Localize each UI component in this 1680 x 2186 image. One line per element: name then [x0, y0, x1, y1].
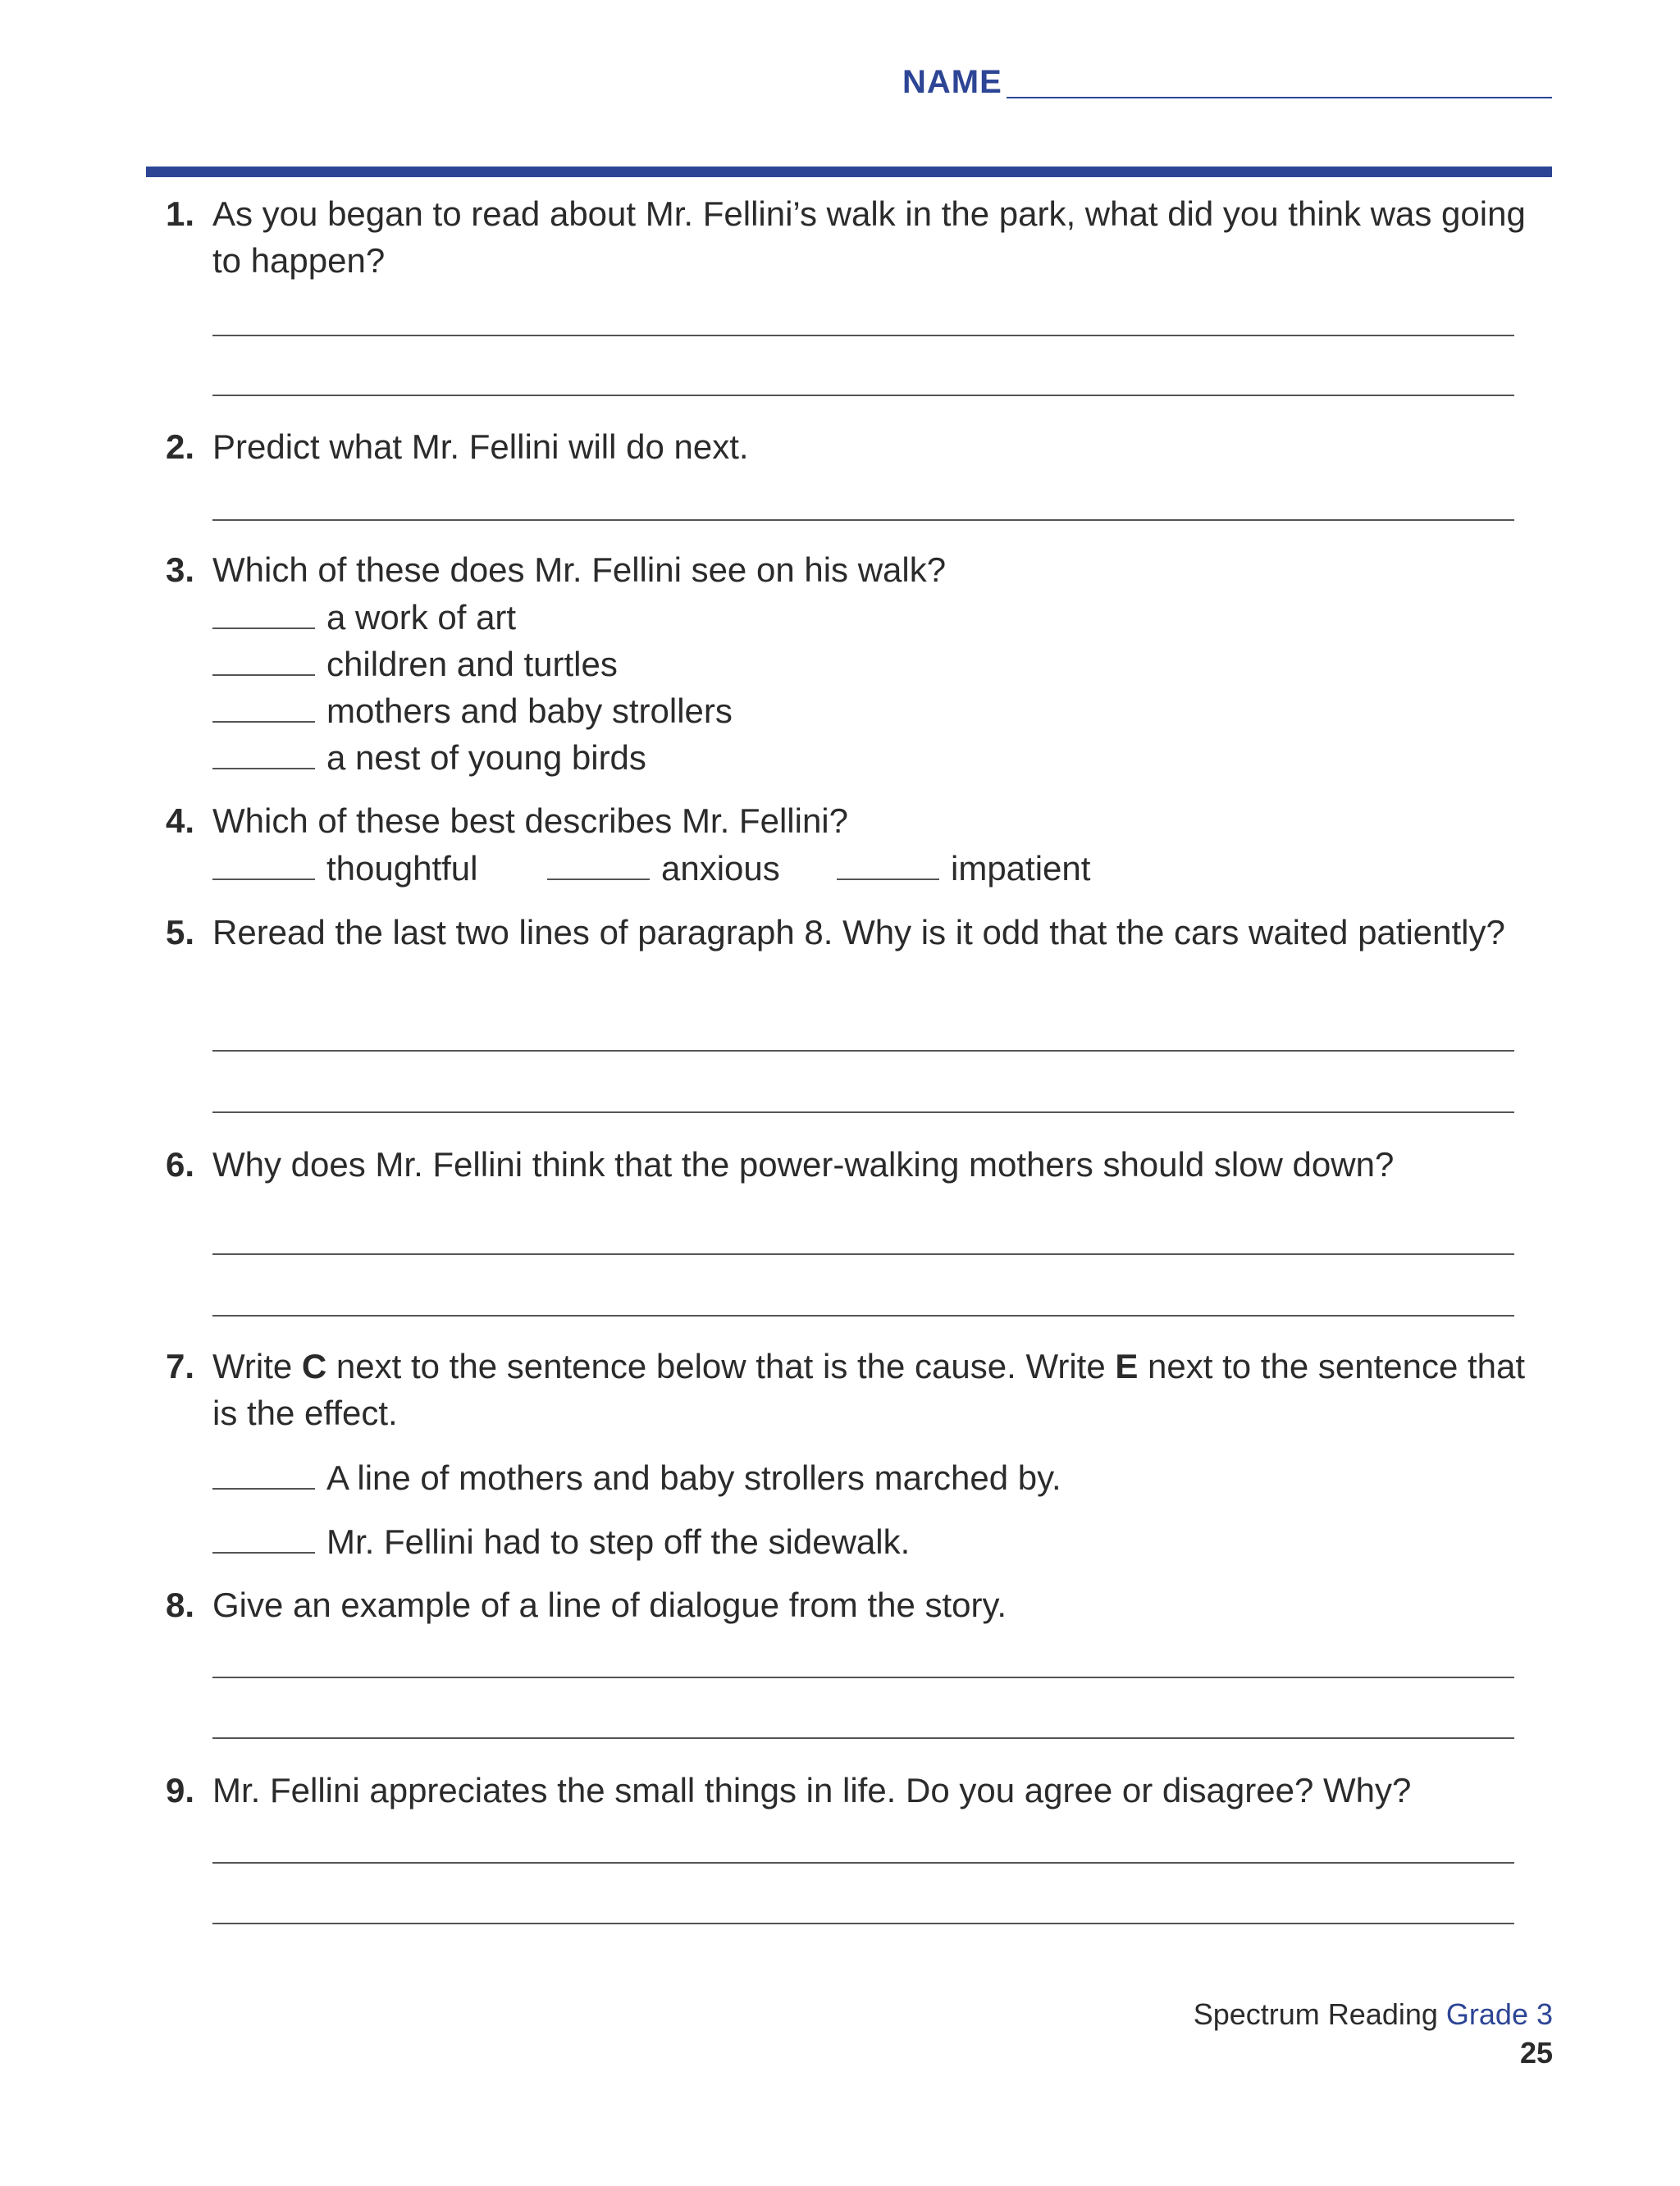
- name-answer-line[interactable]: [1007, 97, 1552, 98]
- answer-blank[interactable]: [212, 593, 315, 629]
- page-number: 25: [1519, 2036, 1553, 2070]
- question-number: 3.: [166, 550, 195, 589]
- option-label: children and turtles: [326, 645, 618, 683]
- question-9: [166, 1767, 1544, 1814]
- question-number: 2.: [166, 427, 195, 466]
- question-text: Which of these best describes Mr. Fellini?: [212, 801, 848, 840]
- option-label: A line of mothers and baby strollers marched by.: [326, 1458, 1061, 1497]
- option-row: [212, 1454, 1061, 1501]
- answer-line[interactable]: [212, 1111, 1514, 1113]
- answer-line[interactable]: [212, 395, 1514, 396]
- answer-line[interactable]: [212, 1862, 1514, 1864]
- question-text: Write C next to the sentence below that is the cause. Write E next to the sentence that is the effect.: [212, 1347, 1526, 1432]
- answer-blank[interactable]: [212, 1454, 315, 1490]
- header-rule: [146, 167, 1552, 177]
- question-5: [166, 909, 1544, 956]
- option-row: [212, 1517, 910, 1565]
- answer-blank[interactable]: [547, 844, 650, 880]
- answer-blank[interactable]: [212, 844, 315, 880]
- answer-line[interactable]: [212, 335, 1514, 336]
- question-text: Which of these does Mr. Fellini see on his walk?: [212, 550, 947, 589]
- option-label: thoughtful: [326, 849, 478, 888]
- answer-blank[interactable]: [212, 1517, 315, 1554]
- question-text: Give an example of a line of dialogue from the story.: [212, 1586, 1007, 1624]
- question-text: Predict what Mr. Fellini will do next.: [212, 427, 749, 466]
- option-label: Mr. Fellini had to step off the sidewalk.: [326, 1522, 911, 1561]
- question-1: [166, 190, 1544, 284]
- question-text: As you began to read about Mr. Fellini’s walk in the park, what did you think was going to happen?: [212, 194, 1526, 280]
- question-text: Mr. Fellini appreciates the small things in life. Do you agree or disagree? Why?: [212, 1771, 1412, 1809]
- answer-line[interactable]: [212, 1253, 1514, 1255]
- option-label: mothers and baby strollers: [326, 691, 733, 730]
- name-label: NAME: [902, 64, 1002, 100]
- answer-blank[interactable]: [212, 733, 315, 769]
- footer-series: Spectrum Reading Grade 3: [1193, 1997, 1553, 2031]
- question-number: 4.: [166, 801, 195, 840]
- question-3: [166, 546, 1544, 593]
- option-label: anxious: [661, 849, 780, 888]
- option-row: [212, 733, 646, 781]
- answer-line[interactable]: [212, 1050, 1514, 1052]
- question-text: Reread the last two lines of paragraph 8. Why is it odd that the cars waited patiently?: [212, 913, 1505, 952]
- answer-line[interactable]: [212, 519, 1514, 521]
- footer-grade: Grade 3: [1445, 1997, 1553, 2031]
- question-2: [166, 423, 1544, 470]
- option-row: [547, 844, 780, 892]
- option-row: [212, 687, 733, 734]
- question-8: [166, 1581, 1544, 1628]
- answer-line[interactable]: [212, 1923, 1514, 1924]
- option-row: [212, 844, 478, 892]
- answer-line[interactable]: [212, 1737, 1514, 1739]
- answer-blank[interactable]: [212, 640, 315, 676]
- option-row: [212, 593, 516, 641]
- option-label: a work of art: [326, 598, 517, 637]
- question-number: 7.: [166, 1347, 195, 1385]
- question-4: [166, 797, 1544, 844]
- option-row: [837, 844, 1090, 892]
- answer-line[interactable]: [212, 1677, 1514, 1678]
- question-number: 5.: [166, 913, 195, 952]
- question-number: 8.: [166, 1586, 195, 1624]
- answer-blank[interactable]: [837, 844, 939, 880]
- question-6: [166, 1141, 1544, 1188]
- question-number: 9.: [166, 1771, 195, 1809]
- question-7: [166, 1343, 1544, 1436]
- option-row: [212, 640, 618, 687]
- option-label: impatient: [951, 849, 1091, 888]
- question-number: 1.: [166, 194, 195, 233]
- answer-blank[interactable]: [212, 687, 315, 723]
- question-text: Why does Mr. Fellini think that the power-walking mothers should slow down?: [212, 1145, 1395, 1184]
- answer-line[interactable]: [212, 1315, 1514, 1317]
- question-number: 6.: [166, 1145, 195, 1184]
- option-label: a nest of young birds: [326, 738, 646, 777]
